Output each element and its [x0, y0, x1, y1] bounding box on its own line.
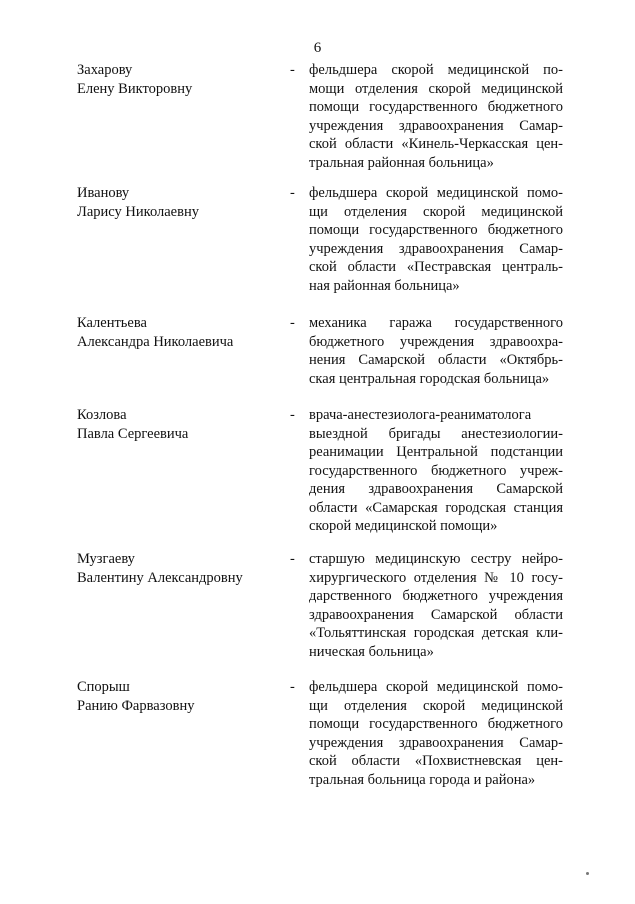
position-line: врача-анестезиолога-реаниматолога	[309, 407, 532, 423]
person-given-names: Валентину Александровну	[77, 569, 243, 586]
position-line: здравоохранения Самарской области	[309, 606, 563, 623]
position-line: бюджетного учреждения здравоохра-	[309, 333, 563, 350]
person-name	[77, 678, 282, 715]
position-line: скорой медицинской помощи»	[309, 518, 498, 534]
position-line: помощи государственного бюджетного	[309, 222, 563, 238]
position-line: ная районная больница»	[309, 277, 460, 294]
position-line: механика гаража государственного	[309, 315, 563, 331]
position-line: области «Самарская городская станция	[309, 499, 563, 516]
position-line: мощи отделения скорой медицинской	[309, 80, 563, 97]
position-line: нения Самарской области «Октябрь-	[309, 352, 563, 368]
person-surname: Спорыш	[77, 679, 130, 695]
position-line: тральная районная больница»	[309, 154, 494, 171]
position-line: хирургического отделения № 10 госу-	[309, 569, 563, 586]
person-name	[77, 61, 282, 98]
position-line: государственного бюджетного учреж-	[309, 462, 563, 479]
position-line: учреждения здравоохранения Самар-	[309, 117, 563, 134]
person-name	[77, 406, 282, 443]
position-line: фельдшера скорой медицинской помо-	[309, 679, 563, 695]
position-line: учреждения здравоохранения Самар-	[309, 734, 563, 751]
position-line: щи отделения скорой медицинской	[309, 697, 563, 714]
position-line: тральная больница города и района»	[309, 771, 536, 788]
person-given-names: Александра Николаевича	[77, 333, 234, 350]
position-line: старшую медицинскую сестру нейро-	[309, 551, 563, 567]
position-line: фельдшера скорой медицинской по-	[309, 62, 563, 78]
scan-speck	[586, 872, 589, 875]
position-line: реанимации Центральной подстанции	[309, 444, 563, 460]
person-given-names: Ларису Николаевну	[77, 203, 199, 220]
position-description	[309, 550, 563, 661]
separator-dash: -	[290, 679, 295, 695]
person-given-names: Павла Сергеевича	[77, 425, 189, 442]
separator-dash: -	[290, 551, 295, 567]
position-line: помощи государственного бюджетного	[309, 716, 563, 732]
position-line: ническая больница»	[309, 643, 434, 660]
position-line: ской области «Пестравская централь-	[309, 259, 563, 275]
position-line: ской области «Кинель-Черкасская цен-	[309, 136, 563, 152]
separator-dash: -	[290, 62, 295, 78]
position-description	[309, 314, 563, 388]
person-name	[77, 550, 282, 587]
page-number: 6	[313, 40, 322, 56]
separator-dash: -	[290, 185, 295, 201]
position-line: фельдшера скорой медицинской помо-	[309, 185, 563, 201]
person-given-names: Елену Викторовну	[77, 80, 193, 97]
person-name	[77, 314, 282, 351]
position-description	[309, 406, 563, 536]
person-surname: Иванову	[77, 185, 130, 201]
separator-dash: -	[290, 315, 295, 331]
position-line: щи отделения скорой медицинской	[309, 203, 563, 220]
person-name	[77, 184, 282, 221]
person-given-names: Ранию Фарвазовну	[77, 697, 195, 714]
position-line: помощи государственного бюджетного	[309, 99, 563, 115]
position-description	[309, 184, 563, 295]
person-surname: Козлова	[77, 407, 127, 423]
position-line: дарственного бюджетного учреждения	[309, 588, 563, 604]
person-surname: Калентьева	[77, 315, 147, 331]
position-line: выездной бригады анестезиологии-	[309, 425, 563, 442]
position-description	[309, 678, 563, 789]
person-surname: Музгаеву	[77, 551, 135, 567]
separator-dash: -	[290, 407, 295, 423]
position-line: дения здравоохранения Самарской	[309, 481, 563, 497]
position-line: ская центральная городская больница»	[309, 370, 550, 387]
position-line: учреждения здравоохранения Самар-	[309, 240, 563, 257]
position-line: «Тольяттинская городская детская кли-	[309, 625, 563, 641]
position-line: ской области «Похвистневская цен-	[309, 753, 563, 769]
person-surname: Захарову	[77, 62, 133, 78]
position-description	[309, 61, 563, 172]
